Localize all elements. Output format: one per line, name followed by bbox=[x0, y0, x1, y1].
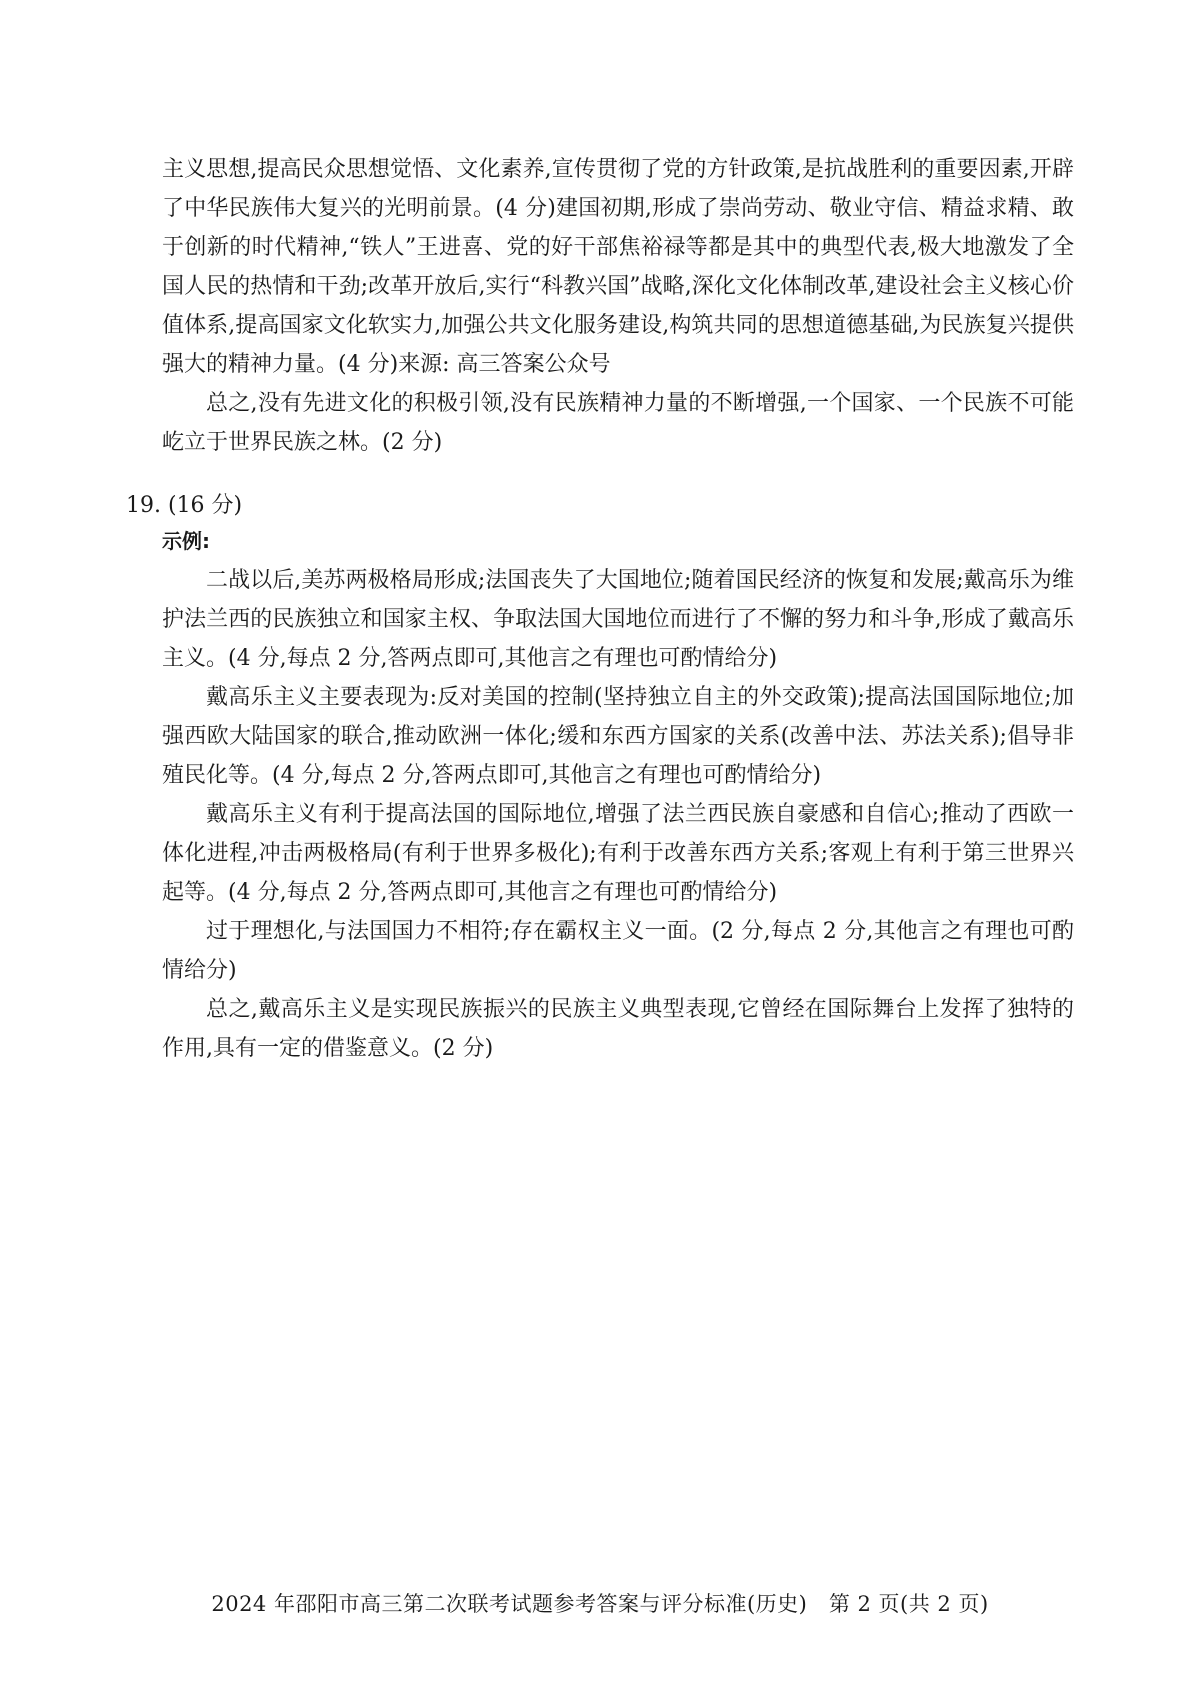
example-label: 示例: bbox=[162, 529, 210, 553]
continuation-summary-paragraph: 总之,没有先进文化的积极引领,没有民族精神力量的不断增强,一个国家、一个民族不可能屹立于世界民族之林。(2 分) bbox=[162, 391, 1074, 455]
question-19-answer bbox=[162, 561, 1074, 1068]
question-number: 19. (16 分) bbox=[126, 493, 243, 518]
continuation-paragraph: 主义思想,提高民众思想觉悟、文化素养,宣传贯彻了党的方针政策,是抗战胜利的重要因素,开辟了中华民族伟大复兴的光明前景。(4 分)建国初期,形成了崇尚劳动、敬业守信、精益求精、敢于创新的时代精神,“铁人”王进喜、党的好干部焦裕禄等都是其中的典型代表,极大地激发了全国人民的热情和干劲;改革开放后,实行“科教兴国”战略,深化文化体制改革,建设社会主义核心价值体系,提高国家文化软实力,加强公共文化服务建设,构筑共同的思想道德基础,为民族复兴提供强大的精神力量。(4 分)来源: 高三答案公众号 bbox=[162, 157, 1074, 377]
answer-paragraph: 过于理想化,与法国国力不相符;存在霸权主义一面。(2 分,每点 2 分,其他言之有理也可酌情给分) bbox=[162, 919, 1074, 983]
answer-paragraph: 戴高乐主义主要表现为:反对美国的控制(坚持独立自主的外交政策);提高法国国际地位;加强西欧大陆国家的联合,推动欧洲一体化;缓和东西方国家的关系(改善中法、苏法关系);倡导非殖民化等。(4 分,每点 2 分,答两点即可,其他言之有理也可酌情给分) bbox=[162, 685, 1074, 788]
answer-paragraph: 戴高乐主义有利于提高法国的国际地位,增强了法兰西民族自豪感和自信心;推动了西欧一体化进程,冲击两极格局(有利于世界多极化);有利于改善东西方关系;客观上有利于第三世界兴起等。(4 分,每点 2 分,答两点即可,其他言之有理也可酌情给分) bbox=[162, 802, 1074, 905]
page-footer: 2024 年邵阳市高三第二次联考试题参考答案与评分标准(历史) 第 2 页(共 2 页) bbox=[211, 1592, 989, 1616]
answer-paragraph: 二战以后,美苏两极格局形成;法国丧失了大国地位;随着国民经济的恢复和发展;戴高乐为维护法兰西的民族独立和国家主权、争取法国大国地位而进行了不懈的努力和斗争,形成了戴高乐主义。(4 分,每点 2 分,答两点即可,其他言之有理也可酌情给分) bbox=[162, 568, 1074, 671]
answer-continuation bbox=[162, 150, 1074, 462]
answer-paragraph: 总之,戴高乐主义是实现民族振兴的民族主义典型表现,它曾经在国际舞台上发挥了独特的作用,具有一定的借鉴意义。(2 分) bbox=[162, 997, 1074, 1061]
